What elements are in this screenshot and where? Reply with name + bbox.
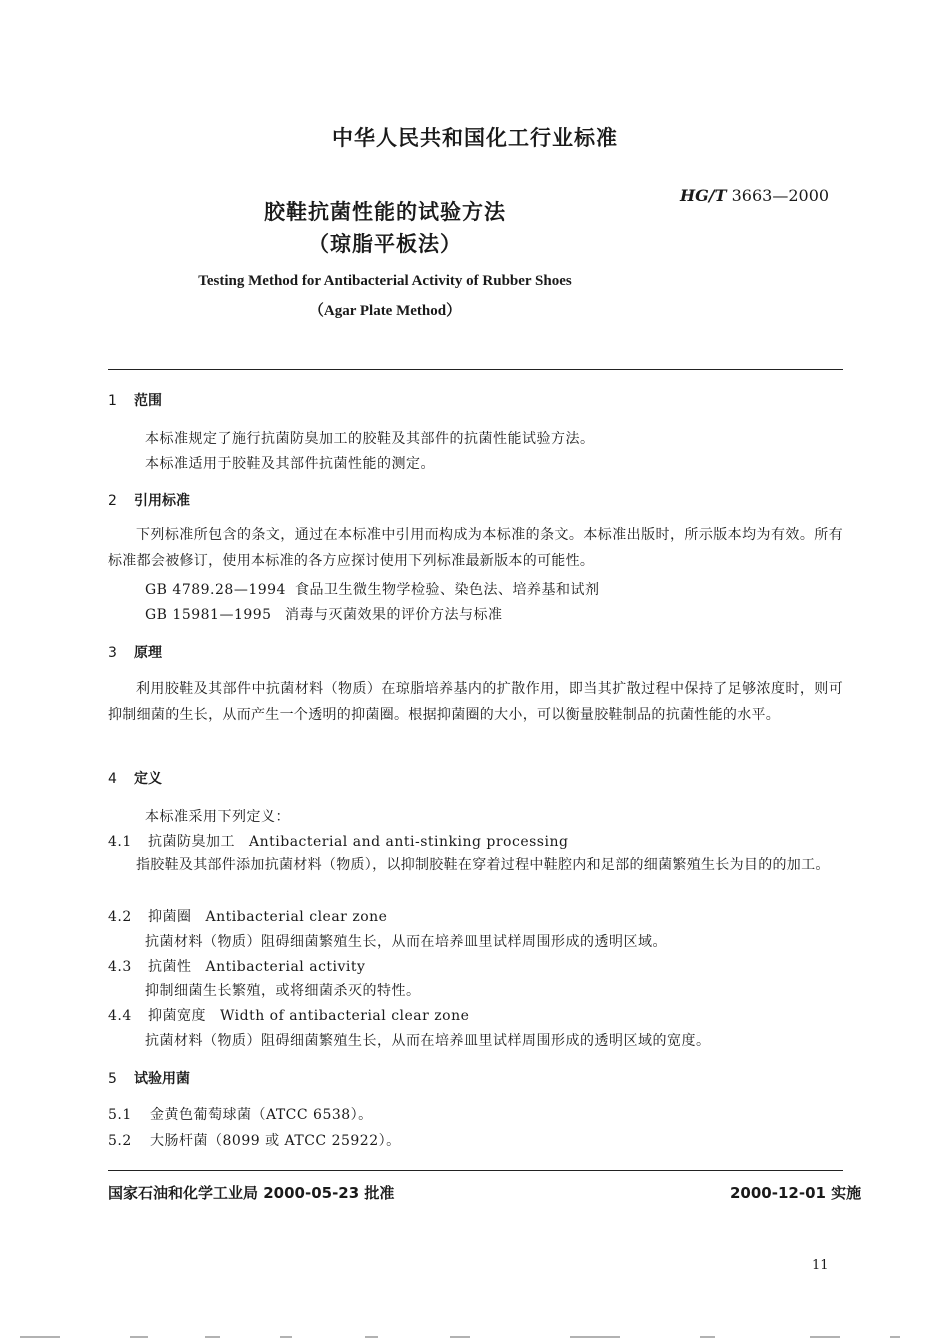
section-title: 定义 — [134, 771, 162, 787]
implementation-date: 2000-12-01 实施 — [730, 1184, 862, 1202]
section-title: 原理 — [134, 645, 162, 661]
term-cn: 抑菌圈 — [148, 909, 192, 925]
test-strain-5-2 — [108, 1130, 401, 1150]
reference-code: GB 15981—1995 — [145, 607, 272, 623]
title-en-line1: Testing Method for Antibacterial Activity of Rubber Shoes — [198, 273, 572, 289]
section-3-heading — [108, 642, 162, 662]
section-title: 引用标准 — [134, 493, 190, 509]
reference-code: GB 4789.28—1994 — [145, 582, 286, 598]
standard-number: 3663—2000 — [731, 186, 830, 205]
term-cn: 抗菌性 — [148, 959, 192, 975]
section-1-heading — [108, 390, 162, 410]
section-4-heading — [108, 768, 162, 788]
page-number: 11 — [812, 1258, 829, 1273]
strain-text: 大肠杆菌（8099 或 ATCC 25922）。 — [150, 1133, 401, 1149]
approval-statement: 国家石油和化学工业局 2000-05-23 批准 — [108, 1184, 395, 1202]
test-strain-5-1 — [108, 1104, 373, 1124]
top-divider — [108, 369, 843, 370]
clause-number: 4.1 — [108, 834, 132, 850]
reference-title: 消毒与灭菌效果的评价方法与标准 — [285, 607, 503, 623]
section-title: 试验用菌 — [134, 1071, 190, 1087]
clause-number: 4.3 — [108, 959, 132, 975]
term-cn: 抑菌宽度 — [148, 1008, 206, 1024]
section-number: 5 — [108, 1071, 117, 1087]
section-3-para-1: 利用胶鞋及其部件中抗菌材料（物质）在琼脂培养基内的扩散作用，即当其扩散过程中保持了足够浓度时，则可抑制细菌的生长，从而产生一个透明的抑菌圈。根据抑菌圈的大小，可以衡量胶鞋制品的抗菌性能的水平。 — [108, 681, 843, 723]
title-cn-line1: 胶鞋抗菌性能的试验方法 — [264, 200, 506, 224]
definition-4-3-text: 抑制细菌生长繁殖，或将细菌杀灭的特性。 — [145, 983, 421, 999]
term-cn: 抗菌防臭加工 — [148, 834, 235, 850]
definition-4-4-term — [108, 1005, 469, 1025]
clause-number: 5.2 — [108, 1133, 132, 1149]
reference-2 — [145, 604, 503, 624]
reference-1 — [145, 579, 600, 599]
section-title: 范围 — [134, 393, 162, 409]
term-en: Width of antibacterial clear zone — [220, 1008, 470, 1024]
section-number: 4 — [108, 771, 117, 787]
title-en-line2: （Agar Plate Method） — [308, 303, 462, 319]
definition-4-3-term — [108, 956, 365, 976]
section-2-para-1: 下列标准所包含的条文，通过在本标准中引用而构成为本标准的条文。本标准出版时，所示版本均为有效。所有标准都会被修订，使用本标准的各方应探讨使用下列标准最新版本的可能性。 — [108, 527, 843, 569]
title-cn-line2: （琼脂平板法） — [308, 232, 462, 256]
definition-4-1-text: 指胶鞋及其部件添加抗菌材料（物质），以抑制胶鞋在穿着过程中鞋腔内和足部的细菌繁殖生长为目的的加工。 — [136, 857, 830, 873]
clause-number: 4.4 — [108, 1008, 132, 1024]
clause-number: 4.2 — [108, 909, 132, 925]
scan-artifact-marks — [0, 1334, 950, 1340]
section-5-heading — [108, 1068, 190, 1088]
section-number: 3 — [108, 645, 117, 661]
term-en: Antibacterial clear zone — [205, 909, 388, 925]
section-2-heading — [108, 490, 190, 510]
definition-4-2-term — [108, 906, 387, 926]
standard-prefix: HG/T — [680, 186, 727, 205]
bottom-divider — [108, 1170, 843, 1171]
strain-text: 金黄色葡萄球菌（ATCC 6538）。 — [150, 1107, 373, 1123]
term-en: Antibacterial and anti-stinking processing — [249, 834, 569, 850]
term-en: Antibacterial activity — [205, 959, 366, 975]
definition-4-4-text: 抗菌材料（物质）阻碍细菌繁殖生长，从而在培养皿里试样周围形成的透明区域的宽度。 — [145, 1033, 711, 1049]
clause-number: 5.1 — [108, 1107, 132, 1123]
section-number: 2 — [108, 493, 117, 509]
reference-title: 食品卫生微生物学检验、染色法、培养基和试剂 — [295, 582, 600, 598]
section-1-para-2: 本标准适用于胶鞋及其部件抗菌性能的测定。 — [145, 456, 435, 472]
issuing-org-header: 中华人民共和国化工行业标准 — [332, 126, 618, 150]
definition-4-2-text: 抗菌材料（物质）阻碍细菌繁殖生长，从而在培养皿里试样周围形成的透明区域。 — [145, 934, 667, 950]
definition-4-1-term — [108, 831, 568, 851]
section-1-para-1: 本标准规定了施行抗菌防臭加工的胶鞋及其部件的抗菌性能试验方法。 — [145, 431, 595, 447]
section-number: 1 — [108, 393, 117, 409]
section-4-intro: 本标准采用下列定义： — [145, 809, 290, 825]
